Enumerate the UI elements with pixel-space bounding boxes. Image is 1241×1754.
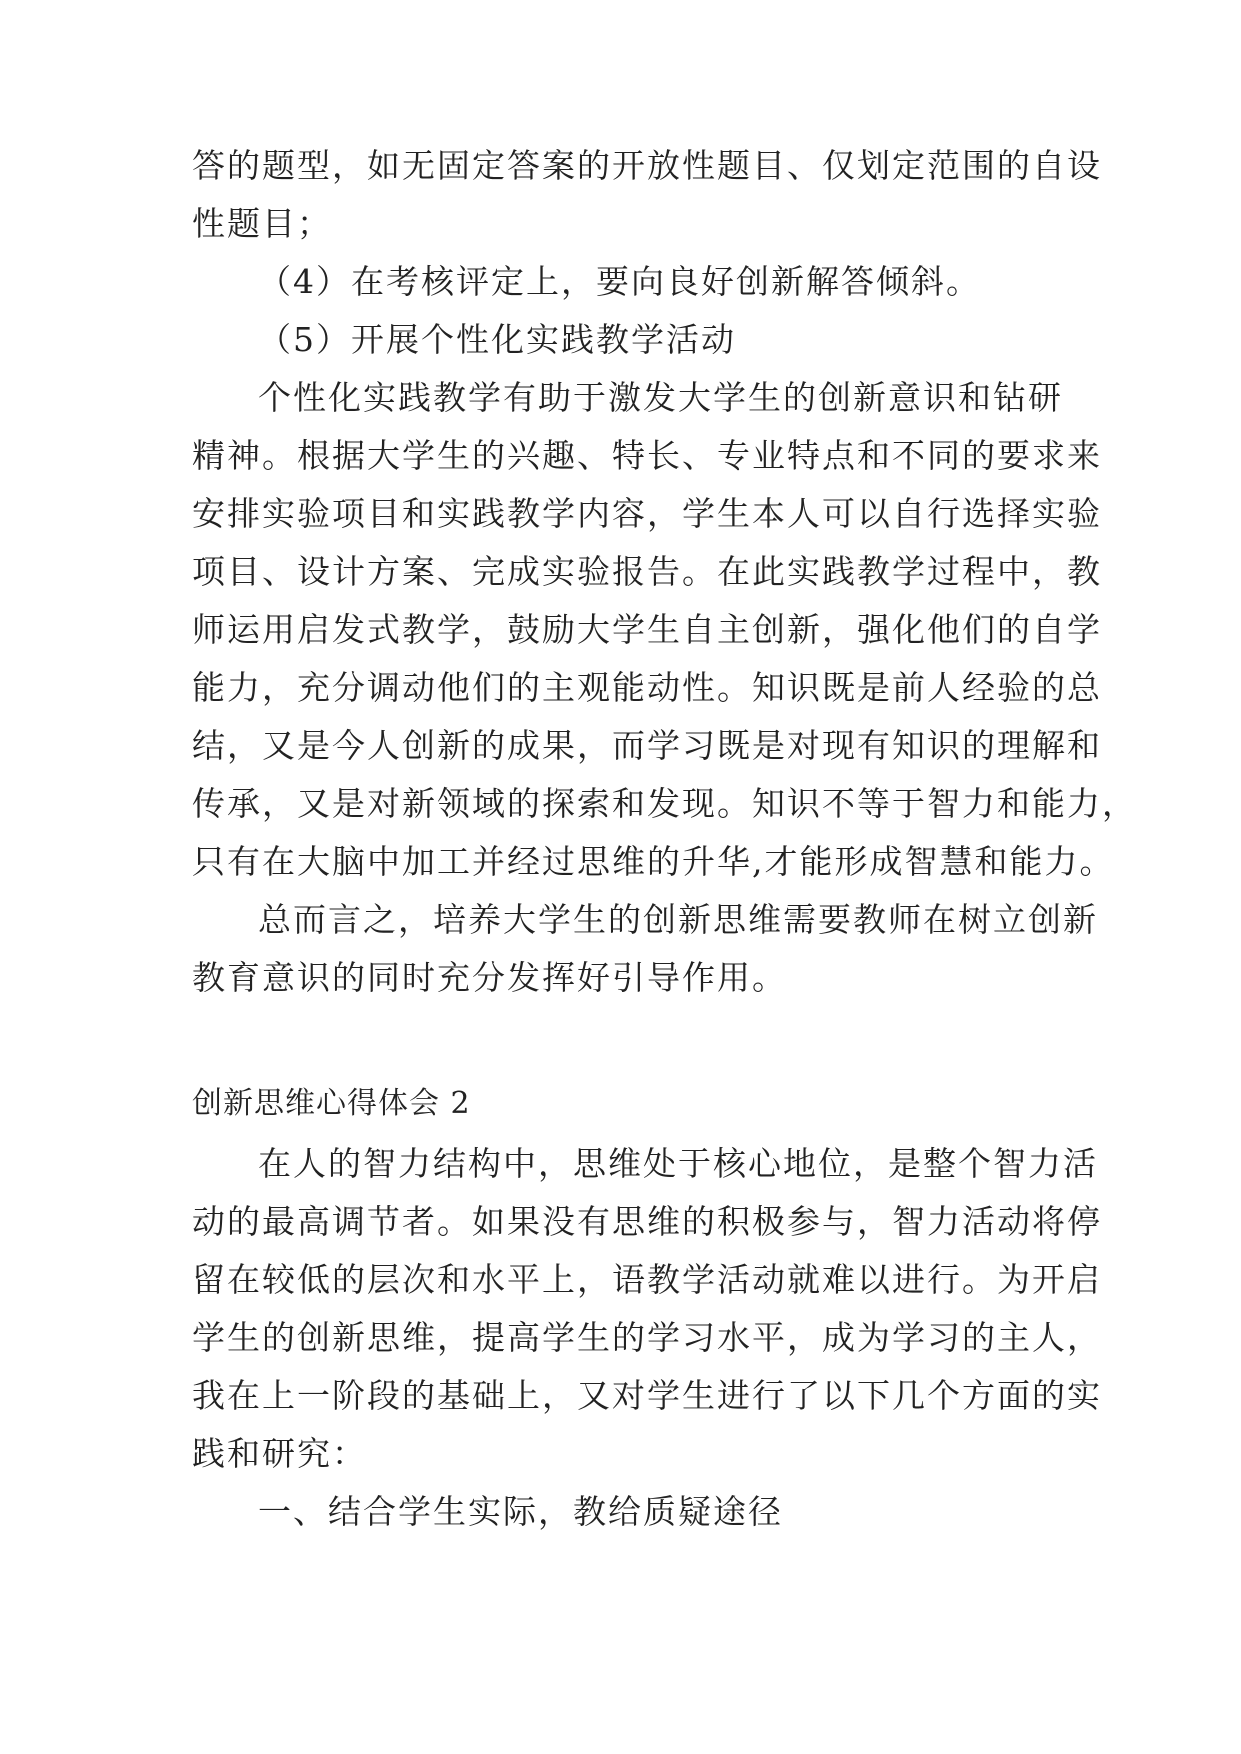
section-heading: 一、结合学生实际，教给质疑途径 <box>258 1492 783 1531</box>
paragraph-line: 个性化实践教学有助于激发大学生的创新意识和钻研 <box>258 378 1063 417</box>
paragraph-line: 答的题型，如无固定答案的开放性题目、仅划定范围的自设 <box>192 146 1102 185</box>
paragraph-line: 学生的创新思维，提高学生的学习水平，成为学习的主人， <box>192 1318 1102 1357</box>
section-heading: （5）开展个性化实践教学活动 <box>258 320 736 359</box>
paragraph-line: 能力，充分调动他们的主观能动性。知识既是前人经验的总 <box>192 668 1102 707</box>
paragraph-line: 精神。根据大学生的兴趣、特长、专业特点和不同的要求来 <box>192 436 1102 475</box>
paragraph-line: 项目、设计方案、完成实验报告。在此实践教学过程中，教 <box>192 552 1102 591</box>
paragraph-line: 结，又是今人创新的成果，而学习既是对现有知识的理解和 <box>192 726 1102 765</box>
list-item: （4）在考核评定上，要向良好创新解答倾斜。 <box>258 262 981 301</box>
paragraph-line: 总而言之，培养大学生的创新思维需要教师在树立创新 <box>258 900 1098 939</box>
paragraph-line: 我在上一阶段的基础上，又对学生进行了以下几个方面的实 <box>192 1376 1102 1415</box>
paragraph-line: 传承，又是对新领域的探索和发现。知识不等于智力和能力， <box>192 784 1137 823</box>
paragraph-line: 安排实验项目和实践教学内容，学生本人可以自行选择实验 <box>192 494 1102 533</box>
article-title: 创新思维心得体会 2 <box>192 1086 471 1121</box>
paragraph-line: 在人的智力结构中，思维处于核心地位，是整个智力活 <box>258 1144 1098 1183</box>
paragraph-line: 践和研究： <box>192 1434 367 1473</box>
paragraph-line: 性题目； <box>192 204 332 243</box>
paragraph-line: 动的最高调节者。如果没有思维的积极参与，智力活动将停 <box>192 1202 1102 1241</box>
paragraph-line: 师运用启发式教学，鼓励大学生自主创新，强化他们的自学 <box>192 610 1102 649</box>
paragraph-line: 只有在大脑中加工并经过思维的升华,才能形成智慧和能力。 <box>192 842 1115 881</box>
paragraph-line: 教育意识的同时充分发挥好引导作用。 <box>192 958 787 997</box>
paragraph-line: 留在较低的层次和水平上，语教学活动就难以进行。为开启 <box>192 1260 1102 1299</box>
